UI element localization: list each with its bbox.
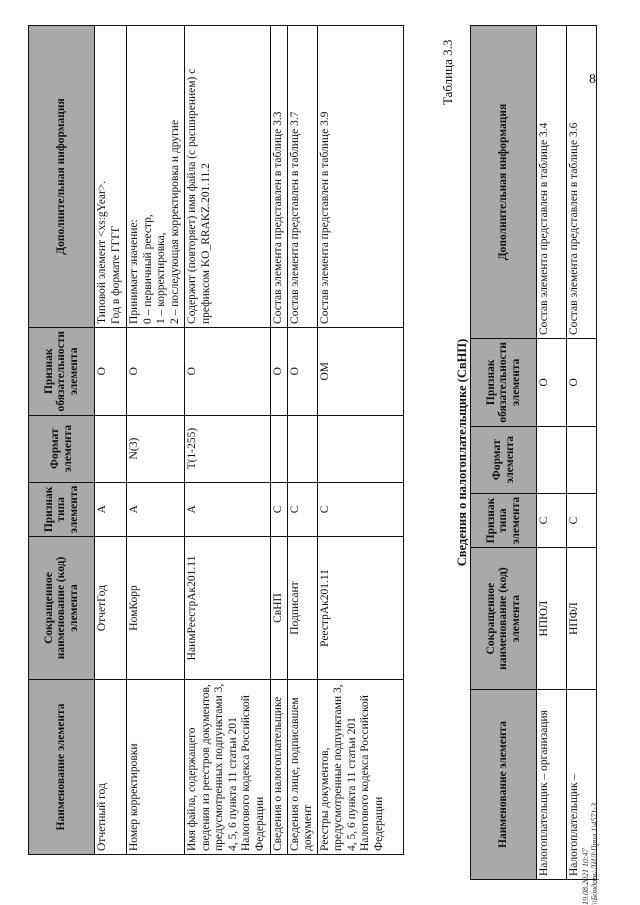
cell-code: РеестрАк201.11 xyxy=(317,537,403,680)
cell-name: Сведения о налогоплательщике xyxy=(271,679,288,854)
cell-code: НомКорр xyxy=(127,537,185,680)
cell-info: Состав элемента представлен в таблице 3.9 xyxy=(317,26,403,328)
cell-name: Имя файла, содержащего сведения из реестров документов, предусмотренных подпунктами 3, 4, 5, 6 пункта 11 статьи 201 Налогового кодекса Российской Федерации xyxy=(185,679,271,854)
header-element-name: Наименование элемента xyxy=(471,689,537,879)
cell-type: А xyxy=(185,482,271,536)
taxpayer-info-table xyxy=(470,25,597,880)
cell-type: С xyxy=(287,482,317,536)
cell-info: Состав элемента представлен в таблице 3.6 xyxy=(567,26,597,339)
header-element-type: Признак типа элемента xyxy=(29,482,95,536)
cell-required: О xyxy=(537,339,567,427)
cell-code: НПЮЛ xyxy=(537,548,567,690)
print-stamp xyxy=(582,803,600,905)
cell-code: Подписант xyxy=(287,537,317,680)
cell-format xyxy=(287,415,317,482)
page-number: 8 xyxy=(589,72,596,87)
cell-info: Принимает значение: 0 – первичный реестр, 1 – корректировка, 2 – последующая корректировка и другие xyxy=(127,26,185,328)
table-row xyxy=(317,26,403,855)
cell-required: О xyxy=(95,327,127,415)
table-row xyxy=(127,26,185,855)
cell-info: Содержит (повторяет) имя файла (с расширением) с префиксом KO_RRAKZ.201.11.2 xyxy=(185,26,271,328)
cell-code: СвНП xyxy=(271,537,288,680)
header-element-code: Сокращенное наименование (код) элемента xyxy=(471,548,537,690)
cell-type: С xyxy=(271,482,288,536)
cell-name: Отчетный год xyxy=(95,679,127,854)
cell-code: НПФЛ xyxy=(567,548,597,690)
cell-name: Налогоплательщик – xyxy=(567,689,597,879)
table-row xyxy=(567,26,597,880)
cell-name: Сведения о лице, подписавшем документ xyxy=(287,679,317,854)
cell-type: А xyxy=(95,482,127,536)
cell-name: Номер корректировки xyxy=(127,679,185,854)
cell-format xyxy=(317,415,403,482)
cell-required: О xyxy=(271,327,288,415)
table-title: Сведения о налогоплательщике (СвНП) xyxy=(455,338,469,567)
cell-required: О xyxy=(127,327,185,415)
cell-required: О xyxy=(567,339,597,427)
header-element-required: Признак обязательности элемента xyxy=(471,339,537,427)
cell-format: T(1-255) xyxy=(185,415,271,482)
cell-required: ОМ xyxy=(317,327,403,415)
elements-table xyxy=(28,25,404,855)
table-row xyxy=(95,26,127,855)
table-number: Таблица 3.3 xyxy=(440,39,455,105)
cell-code: ОтчетГод xyxy=(95,537,127,680)
header-element-name: Наименование элемента xyxy=(29,679,95,854)
header-element-required: Признак обязательности элемента xyxy=(29,327,95,415)
table-row xyxy=(185,26,271,855)
table-row xyxy=(271,26,288,855)
cell-type: А xyxy=(127,482,185,536)
header-element-type: Признак типа элемента xyxy=(471,493,537,547)
cell-code: НаимРеестрАк201.11 xyxy=(185,537,271,680)
header-element-code: Сокращенное наименование (код) элемента xyxy=(29,537,95,680)
cell-info: Состав элемента представлен в таблице 3.4 xyxy=(537,26,567,339)
cell-info: Состав элемента представлен в таблице 3.7 xyxy=(287,26,317,328)
cell-name: Налогоплательщик – организация xyxy=(537,689,567,879)
header-element-format: Формат элемента xyxy=(29,415,95,482)
cell-info: Типовой элемент <xs:gYear>. Год в формате ГГГГ xyxy=(95,26,127,328)
header-element-format: Формат элемента xyxy=(471,426,537,493)
cell-type: С xyxy=(567,493,597,547)
cell-name: Реестры документов, предусмотренные подпунктами 3, 4, 5, 6 пункта 11 статьи 201 Налогового кодекса Российской Федерации xyxy=(317,679,403,854)
cell-info: Состав элемента представлен в таблице 3.3 xyxy=(271,26,288,328)
header-additional-info: Дополнительная информация xyxy=(29,26,95,328)
cell-format xyxy=(95,415,127,482)
header-additional-info: Дополнительная информация xyxy=(471,26,537,339)
cell-format: N(3) xyxy=(127,415,185,482)
cell-required: О xyxy=(185,327,271,415)
cell-required: О xyxy=(287,327,317,415)
table-row xyxy=(537,26,567,880)
cell-format xyxy=(271,415,288,482)
cell-format xyxy=(567,426,597,493)
cell-format xyxy=(537,426,567,493)
cell-type: С xyxy=(317,482,403,536)
cell-type: С xyxy=(537,493,567,547)
table-row xyxy=(287,26,317,855)
stamp-date: 19.08.2021 10:47 xyxy=(581,848,590,905)
stamp-path: \\Бондарь\ЛИЛ\Прил 1\4571-3 xyxy=(589,802,599,905)
